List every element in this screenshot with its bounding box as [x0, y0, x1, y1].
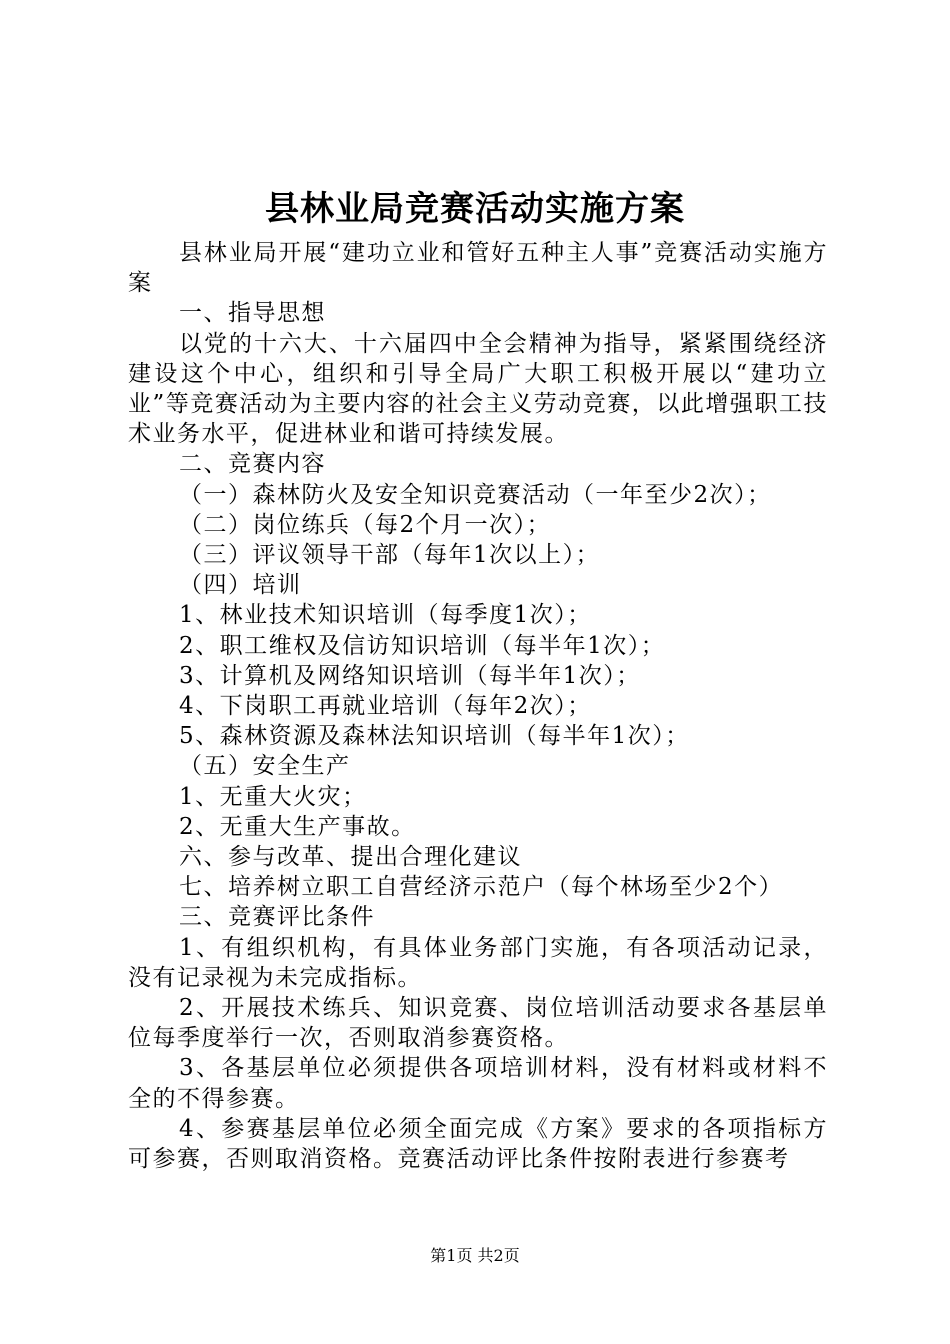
document-body — [128, 238, 828, 1174]
list-item: （一）森林防火及安全知识竞赛活动（一年至少2次）； — [179, 481, 772, 508]
list-item: （三）评议领导干部（每年1次以上）； — [179, 542, 601, 569]
page-number-footer: 第1页 共2页 — [430, 1246, 520, 1265]
list-item: （二）岗位练兵（每2个月一次）； — [179, 511, 552, 538]
heading-competition-content: 二、竞赛内容 — [179, 451, 326, 478]
paragraph-guiding-thought: 以党的十六大、十六届四中全会精神为指导，紧紧围绕经济建设这个中心，组织和引导全局广大职工积极开展以“建功立业”等竞赛活动为主要内容的社会主义劳动竞赛，以此增强职工技术业务水平，促进林业和谐可持续发展。 — [128, 330, 828, 448]
list-item: 3、各基层单位必须提供各项培训材料，没有材料或材料不全的不得参赛。 — [128, 1055, 828, 1112]
list-item: 3、计算机及网络知识培训（每半年1次）； — [179, 662, 641, 689]
heading-guiding-thought: 一、指导思想 — [179, 300, 326, 327]
list-item: 六、参与改革、提出合理化建议 — [179, 844, 522, 871]
list-item: 1、林业技术知识培训（每季度1次）； — [179, 602, 592, 629]
list-item: 2、无重大生产事故。 — [179, 813, 416, 840]
heading-evaluation-conditions: 三、竞赛评比条件 — [179, 904, 375, 931]
paragraph-intro: 县林业局开展“建功立业和管好五种主人事”竞赛活动实施方案 — [128, 240, 828, 297]
list-item: （四）培训 — [179, 572, 302, 599]
list-item: 5、森林资源及森林法知识培训（每半年1次）； — [179, 723, 690, 750]
list-item: （五）安全生产 — [179, 753, 351, 780]
list-item: 1、无重大火灾； — [179, 783, 367, 810]
list-item: 4、参赛基层单位必须全面完成《方案》要求的各项指标方可参赛，否则取消资格。竞赛活动评比条件按附表进行参赛考 — [128, 1115, 828, 1173]
document-title: 县林业局竞赛活动实施方案 — [265, 189, 685, 229]
list-item: 2、职工维权及信访知识培训（每半年1次）； — [179, 632, 666, 659]
list-item: 七、培养树立职工自营经济示范户（每个林场至少2个） — [179, 874, 784, 901]
list-item: 1、有组织机构，有具体业务部门实施，有各项活动记录，没有记录视为未完成指标。 — [128, 934, 828, 991]
list-item: 4、下岗职工再就业培训（每年2次）； — [179, 693, 592, 720]
list-item: 2、开展技术练兵、知识竞赛、岗位培训活动要求各基层单位每季度举行一次，否则取消参赛资格。 — [128, 995, 828, 1052]
